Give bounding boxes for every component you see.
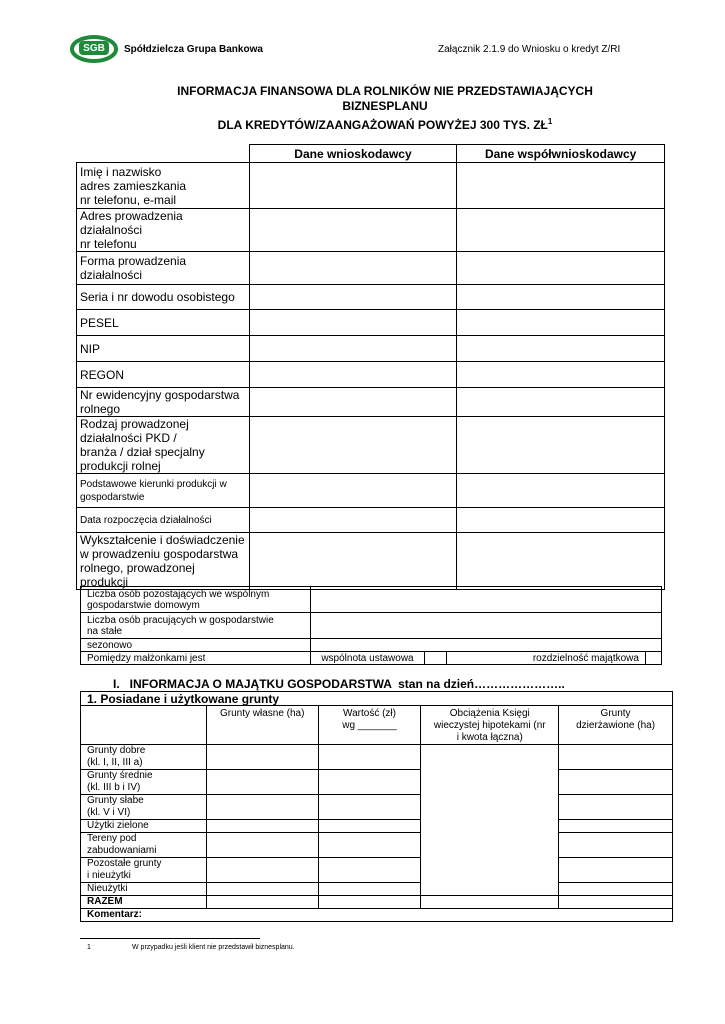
empty-corner [81, 706, 207, 745]
value-field[interactable] [318, 883, 421, 896]
mortgage-total[interactable] [421, 896, 559, 909]
persons-household-label: Liczba osób pozostających we wspólnym gospodarstwie domowym [81, 587, 311, 613]
title-line-3-text: DLA KREDYTÓW/ZAANGAŻOWAŃ POWYŻEJ 300 TYS. ZŁ [217, 118, 548, 132]
row-label: Seria i nr dowodu osobistego [77, 285, 250, 310]
leased-land-field[interactable] [559, 820, 673, 833]
sub-heading-row [81, 692, 673, 706]
table-row [77, 388, 665, 417]
leased-land-field[interactable] [559, 770, 673, 795]
own-land-field[interactable] [206, 833, 318, 858]
table-row [77, 417, 665, 474]
persons-working-label: Liczba osób pracujących w gospodarstwie na stałe [81, 613, 311, 639]
comment-row [81, 909, 673, 922]
own-land-field[interactable] [206, 745, 318, 770]
applicant-field[interactable] [249, 285, 457, 310]
coapplicant-field[interactable] [457, 252, 665, 285]
row-label: Podstawowe kierunki produkcji w gospodarstwie [77, 474, 250, 508]
value-field[interactable] [318, 820, 421, 833]
applicant-field[interactable] [249, 163, 457, 209]
row-label: Grunty średnie (kl. III b i IV) [81, 770, 207, 795]
coapplicant-field[interactable] [457, 508, 665, 533]
table-row [81, 652, 662, 665]
section-heading: I. INFORMACJA O MAJĄTKU GOSPODARSTWA stan na dzień………………….. [113, 677, 565, 691]
value-field[interactable] [318, 833, 421, 858]
total-label: RAZEM [81, 896, 207, 909]
table-row [77, 533, 665, 590]
coapplicant-field[interactable] [457, 474, 665, 508]
applicant-field[interactable] [249, 310, 457, 336]
table-row [81, 587, 662, 613]
row-label: Nieużytki [81, 883, 207, 896]
logo-text: SGB [83, 43, 105, 54]
table-row [77, 252, 665, 285]
table-row [81, 883, 673, 896]
table-row [77, 336, 665, 362]
leased-land-field[interactable] [559, 833, 673, 858]
land-table [80, 691, 673, 922]
persons-household-field[interactable] [310, 587, 661, 613]
coapplicant-field[interactable] [457, 285, 665, 310]
own-land-field[interactable] [206, 770, 318, 795]
row-label: NIP [77, 336, 250, 362]
own-land-field[interactable] [206, 858, 318, 883]
leased-land-field[interactable] [559, 883, 673, 896]
row-label: Grunty dobre (kl. I, II, III a) [81, 745, 207, 770]
seasonal-label: sezonowo [81, 639, 311, 652]
col-mortgage: Obciążenia Księgi wieczystej hipotekami (nr i kwota łączna) [421, 706, 559, 745]
separation-checkbox[interactable] [645, 652, 661, 665]
own-land-field[interactable] [206, 883, 318, 896]
table-row [77, 362, 665, 388]
row-label: Forma prowadzenia działalności [77, 252, 250, 285]
leased-land-total[interactable] [559, 896, 673, 909]
row-label: Rodzaj prowadzonej działalności PKD / branża / dział specjalny produkcji rolnej [77, 417, 250, 474]
table-row [77, 285, 665, 310]
table-row [77, 310, 665, 336]
col-value: Wartość (zł) wg _______ [318, 706, 421, 745]
table-row [81, 833, 673, 858]
coapplicant-field[interactable] [457, 336, 665, 362]
row-label: Grunty słabe (kl. V i VI) [81, 795, 207, 820]
applicant-table [76, 144, 665, 590]
option-community-label: wspólnota ustawowa [310, 652, 425, 665]
empty-corner [77, 145, 250, 163]
coapplicant-field[interactable] [457, 388, 665, 417]
community-checkbox[interactable] [425, 652, 447, 665]
table-header-row [77, 145, 665, 163]
row-label: Data rozpoczęcia działalności [77, 508, 250, 533]
row-label: Tereny pod zabudowaniami [81, 833, 207, 858]
table-row [81, 639, 662, 652]
applicant-field[interactable] [249, 252, 457, 285]
col-coapplicant: Dane współwnioskodawcy [457, 145, 665, 163]
applicant-field[interactable] [249, 362, 457, 388]
title-line-3 [80, 114, 690, 133]
value-total[interactable] [318, 896, 421, 909]
table-row [77, 508, 665, 533]
mortgage-field[interactable] [421, 745, 559, 896]
spouses-label: Pomiędzy małżonkami jest [81, 652, 311, 665]
row-label: REGON [77, 362, 250, 388]
own-land-total[interactable] [206, 896, 318, 909]
comment-label: Komentarz: [81, 909, 673, 922]
value-field[interactable] [318, 795, 421, 820]
footnote-ref: 1 [547, 117, 553, 126]
page-title [80, 84, 690, 133]
applicant-field[interactable] [249, 508, 457, 533]
footnote-text: W przypadku jeśli klient nie przedstawił biznesplanu. [132, 944, 295, 951]
table-row [81, 858, 673, 883]
value-field[interactable] [318, 745, 421, 770]
applicant-field[interactable] [249, 474, 457, 508]
coapplicant-field[interactable] [457, 310, 665, 336]
option-separation-label: rozdzielność majątkowa [447, 652, 646, 665]
applicant-field[interactable] [249, 533, 457, 590]
table-row [77, 163, 665, 209]
coapplicant-field[interactable] [457, 533, 665, 590]
col-leased-land: Grunty dzierżawione (ha) [559, 706, 673, 745]
table-row [81, 745, 673, 770]
value-field[interactable] [318, 858, 421, 883]
col-applicant: Dane wnioskodawcy [249, 145, 457, 163]
total-row [81, 896, 673, 909]
table-row [81, 613, 662, 639]
sgb-logo [70, 34, 118, 64]
applicant-field[interactable] [249, 388, 457, 417]
table-row [77, 209, 665, 252]
coapplicant-field[interactable] [457, 163, 665, 209]
own-land-field[interactable] [206, 820, 318, 833]
title-line-2: BIZNESPLANU [342, 99, 428, 113]
coapplicant-field[interactable] [457, 417, 665, 474]
attachment-label: Załącznik 2.1.9 do Wniosku o kredyt Z/RI [438, 44, 621, 55]
applicant-field[interactable] [249, 209, 457, 252]
row-label: Użytki zielone [81, 820, 207, 833]
persons-working-field[interactable] [310, 613, 661, 639]
leased-land-field[interactable] [559, 858, 673, 883]
table-row [81, 770, 673, 795]
bank-name: Spółdzielcza Grupa Bankowa [124, 44, 263, 55]
own-land-field[interactable] [206, 795, 318, 820]
coapplicant-field[interactable] [457, 209, 665, 252]
row-label: Nr ewidencyjny gospodarstwa rolnego [77, 388, 250, 417]
table-row [81, 820, 673, 833]
value-field[interactable] [318, 770, 421, 795]
seasonal-field[interactable] [310, 639, 661, 652]
applicant-field[interactable] [249, 336, 457, 362]
col-own-land: Grunty własne (ha) [206, 706, 318, 745]
footnote-divider [80, 938, 260, 939]
footnote-number: 1 [87, 944, 91, 951]
row-label: PESEL [77, 310, 250, 336]
sub-heading: 1. Posiadane i użytkowane grunty [81, 692, 673, 706]
row-label: Pozostałe grunty i nieużytki [81, 858, 207, 883]
table-row [81, 795, 673, 820]
row-label: Adres prowadzenia działalności nr telefonu [77, 209, 250, 252]
applicant-field[interactable] [249, 417, 457, 474]
row-label: Imię i nazwisko adres zamieszkania nr telefonu, e-mail [77, 163, 250, 209]
row-label: Wykształcenie i doświadczenie w prowadzeniu gospodarstwa rolnego, prowadzonej produkcji [77, 533, 250, 590]
table-row [77, 474, 665, 508]
title-line-1: INFORMACJA FINANSOWA DLA ROLNIKÓW NIE PRZEDSTAWIAJĄCYCH [177, 84, 593, 98]
household-table [80, 586, 662, 665]
leased-land-field[interactable] [559, 745, 673, 770]
leased-land-field[interactable] [559, 795, 673, 820]
coapplicant-field[interactable] [457, 362, 665, 388]
table-header-row [81, 706, 673, 745]
